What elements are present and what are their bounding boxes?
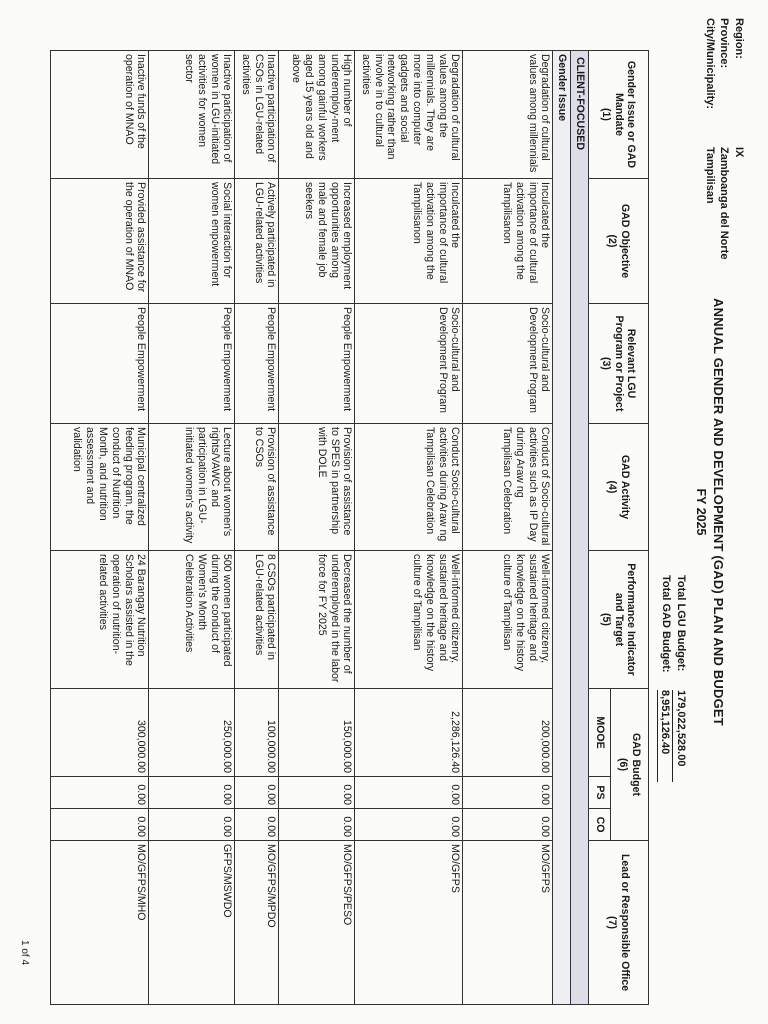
total-gad-budget-value: 8,951,126.40 bbox=[657, 690, 673, 782]
col-header-ps: PS bbox=[589, 777, 611, 809]
cell-ps: 0.00 bbox=[235, 777, 279, 809]
cell-indicator: 500 women participated during the conduct of Women's Month Celebration Activities bbox=[149, 551, 235, 689]
cell-objective: Provided assistance for the operation of MNAO bbox=[51, 179, 149, 304]
cell-program: Socio-cultural and Development Program bbox=[463, 304, 553, 424]
city-label: City/Municipality: bbox=[704, 18, 716, 110]
col-header-co: CO bbox=[589, 809, 611, 841]
col-header-indicator-num: (5) bbox=[600, 613, 613, 626]
cell-program: People Empowerment bbox=[279, 304, 355, 424]
cell-co: 0.00 bbox=[235, 809, 279, 841]
cell-objective: Social interaction for women empowerment bbox=[149, 179, 235, 304]
cell-mooe: 2,286,126.40 bbox=[355, 689, 463, 777]
cell-objective: Inculcated the importance of cultural activation among the Tampilisanon bbox=[355, 179, 463, 304]
gad-plan-table bbox=[50, 50, 649, 1005]
col-header-activity-num: (4) bbox=[606, 480, 619, 494]
cell-issue: Degradation of cultural values among millennials bbox=[463, 51, 553, 179]
region-value: IX bbox=[733, 147, 745, 158]
col-header-program bbox=[589, 304, 649, 424]
col-header-budget bbox=[611, 689, 649, 841]
subsection-label: Gender Issue bbox=[553, 51, 571, 1005]
col-header-issue-num: (1) bbox=[600, 108, 613, 121]
total-lgu-budget-label: Total LGU Budget: bbox=[675, 575, 687, 672]
table-row bbox=[279, 51, 355, 1005]
cell-activity: Municipal centralized feeding program, the conduct of Nutrition Month, and nutrition assessment and validation bbox=[51, 424, 149, 551]
cell-activity: Lecture about women's rights/VAWC and participation in LGU-initiated women's activity bbox=[149, 424, 235, 551]
col-header-program-label: Relevant LGU Program or Project bbox=[612, 315, 638, 412]
cell-office: MO/GFPS/MHO bbox=[51, 841, 149, 1005]
cell-activity: Provision of assistance to SPES in partnership with DOLE bbox=[279, 424, 355, 551]
table-row bbox=[235, 51, 279, 1005]
cell-activity: Conduct Socio-cultural activities during Araw ng Tampilisan Celebration bbox=[355, 424, 463, 551]
cell-office: MO/GFPS bbox=[463, 841, 553, 1005]
cell-objective: Inculcated the importance of cultural activation among the Tampilisanon bbox=[463, 179, 553, 304]
cell-activity: Conduct of Socio-cultural activities such as IP Day during Araw ng Tampilisan Celebration bbox=[463, 424, 553, 551]
cell-mooe: 100,000.00 bbox=[235, 689, 279, 777]
cell-ps: 0.00 bbox=[149, 777, 235, 809]
cell-issue: Inactive participation of women in LGU-initiated activities for women sector bbox=[149, 51, 235, 179]
cell-objective: Actively participated in LGU-related activities bbox=[235, 179, 279, 304]
cell-co: 0.00 bbox=[279, 809, 355, 841]
cell-ps: 0.00 bbox=[51, 777, 149, 809]
cell-issue: Degradation of cultural values among the millennials. They are more into computer gadgets and social networking rather than involve in to cultural activities bbox=[355, 51, 463, 179]
cell-program: People Empowerment bbox=[51, 304, 149, 424]
col-header-indicator-label: Performance Indicator and Target bbox=[612, 563, 638, 676]
cell-office: MO/GFPS/MPDO bbox=[235, 841, 279, 1005]
cell-objective: Increased employment opportunities among male and female job seekers bbox=[279, 179, 355, 304]
col-header-objective bbox=[589, 179, 649, 304]
cell-program: People Empowerment bbox=[235, 304, 279, 424]
col-header-program-num: (3) bbox=[600, 357, 613, 370]
cell-issue: Inactive participation of CSOs in LGU-related activities bbox=[235, 51, 279, 179]
page-indicator: 1 of 4 bbox=[19, 940, 30, 966]
cell-ps: 0.00 bbox=[355, 777, 463, 809]
total-lgu-budget-value: 179,022,528.00 bbox=[673, 690, 689, 782]
col-header-office bbox=[589, 841, 649, 1005]
col-header-activity bbox=[589, 424, 649, 551]
region-label: Region: bbox=[733, 18, 745, 59]
col-header-objective-label: GAD Objective bbox=[619, 203, 631, 279]
col-header-office-label: Lead or Responsible Office bbox=[619, 853, 631, 992]
cell-activity: Provision of assistance to CSOs bbox=[235, 424, 279, 551]
cell-co: 0.00 bbox=[51, 809, 149, 841]
cell-mooe: 300,000.00 bbox=[51, 689, 149, 777]
total-gad-budget-label: Total GAD Budget: bbox=[660, 575, 673, 673]
cell-program: People Empowerment bbox=[149, 304, 235, 424]
cell-mooe: 150,000.00 bbox=[279, 689, 355, 777]
cell-indicator: Well-informed citizenry, sustained heritage and knowledge on the history culture of Tampilisan bbox=[463, 551, 553, 689]
cell-indicator: Well-informed citizenry, sustained heritage and knowledge on the history culture of Tampilisan bbox=[355, 551, 463, 689]
col-header-issue-label: Gender Issue or GAD Mandate bbox=[612, 60, 638, 169]
document-title: ANNUAL GENDER AND DEVELOPMENT (GAD) PLAN AND BUDGET bbox=[711, 298, 726, 726]
cell-office: MO/GFPS/PESO bbox=[279, 841, 355, 1005]
table-row bbox=[463, 51, 553, 1005]
col-header-budget-label: GAD Budget bbox=[630, 733, 642, 796]
cell-office: GFPS/MSWDO bbox=[149, 841, 235, 1005]
cell-indicator: 8 CSOs participated in LGU-related activities bbox=[235, 551, 279, 689]
cell-co: 0.00 bbox=[355, 809, 463, 841]
cell-issue: High number of underemploy-ment among gainful workers aged 15 years old and above bbox=[279, 51, 355, 179]
table-row bbox=[355, 51, 463, 1005]
section-row bbox=[571, 51, 589, 1005]
cell-co: 0.00 bbox=[463, 809, 553, 841]
cell-issue: Inactive funds of the operation of MNAO bbox=[51, 51, 149, 179]
col-header-office-num: (7) bbox=[606, 916, 619, 929]
cell-co: 0.00 bbox=[149, 809, 235, 841]
cell-indicator: Decreased the number of underemployed in the labor force for FY 2025 bbox=[279, 551, 355, 689]
table-header-row bbox=[611, 51, 649, 1005]
cell-indicator: 24 Barangay Nutrition Scholars assisted in the operation of nutrition-related activities bbox=[51, 551, 149, 689]
province-value: Zamboanga del Norte bbox=[718, 147, 731, 260]
col-header-objective-num: (2) bbox=[606, 234, 619, 248]
cell-ps: 0.00 bbox=[279, 777, 355, 809]
col-header-activity-label: GAD Activity bbox=[619, 454, 631, 520]
province-label: Province: bbox=[718, 18, 731, 69]
table-row bbox=[51, 51, 149, 1005]
cell-mooe: 200,000.00 bbox=[463, 689, 553, 777]
subsection-row bbox=[553, 51, 571, 1005]
cell-ps: 0.00 bbox=[463, 777, 553, 809]
section-label: CLIENT-FOCUSED bbox=[571, 51, 589, 1005]
col-header-issue bbox=[589, 51, 649, 179]
table-row bbox=[149, 51, 235, 1005]
cell-mooe: 250,000.00 bbox=[149, 689, 235, 777]
col-header-mooe: MOOE bbox=[589, 689, 611, 777]
cell-program: Socio-cultural and Development Program bbox=[355, 304, 463, 424]
cell-office: MO/GFPS bbox=[355, 841, 463, 1005]
budget-labels bbox=[659, 575, 688, 673]
budget-values bbox=[657, 690, 688, 782]
col-header-indicator bbox=[589, 551, 649, 689]
city-value: Tampilisan bbox=[704, 147, 716, 204]
fiscal-year: FY 2025 bbox=[694, 488, 708, 536]
col-header-budget-num: (6) bbox=[617, 758, 630, 771]
